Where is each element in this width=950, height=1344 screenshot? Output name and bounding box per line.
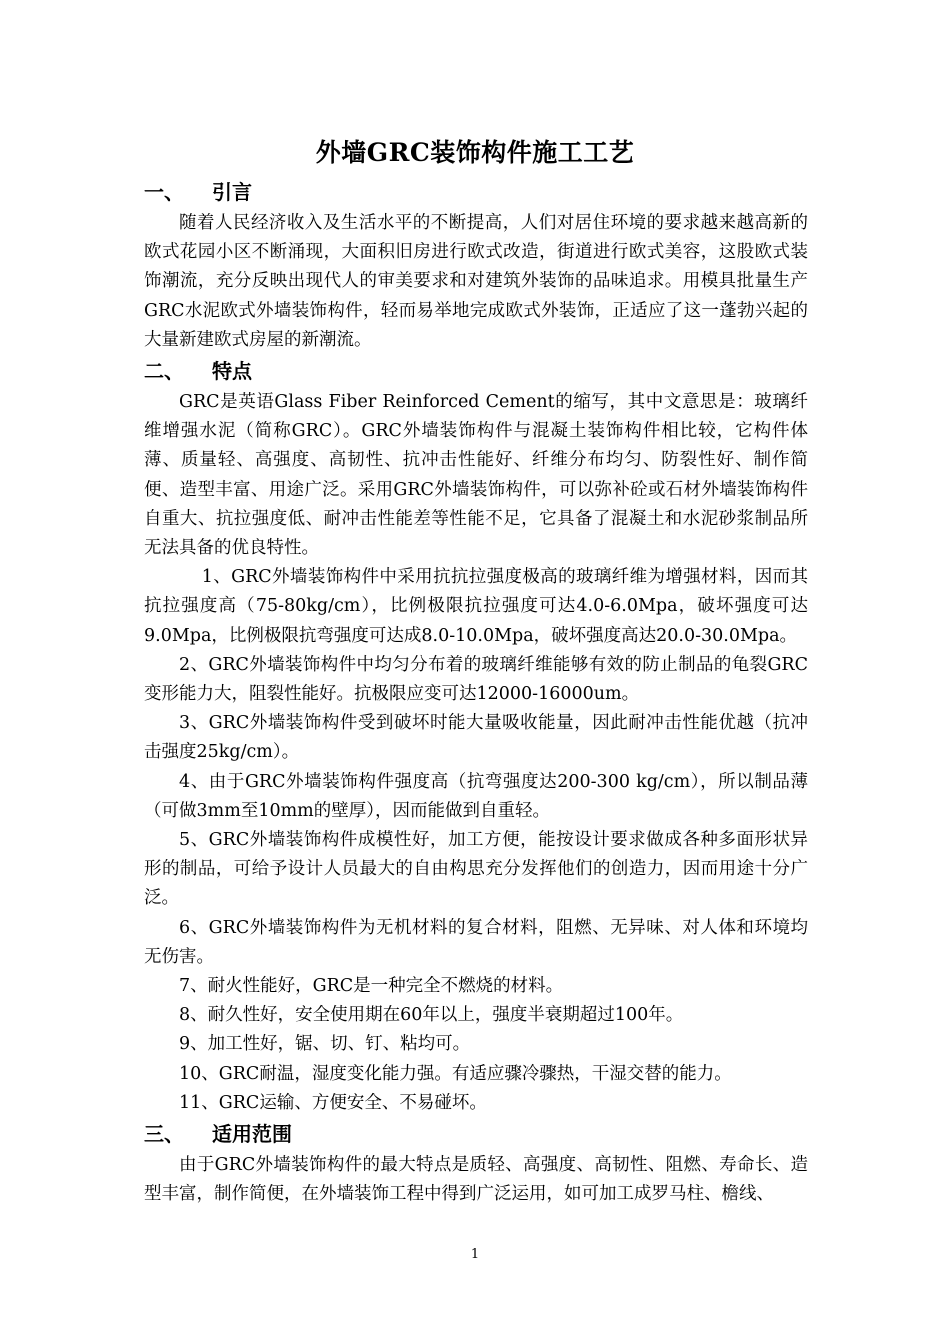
paragraph: 随着人民经济收入及生活水平的不断提高，人们对居住环境的要求越来越高新的欧式花园小区不断涌现，大面积旧房进行欧式改造，街道进行欧式美容，这股欧式装饰潮流，充分反映出现代人的审美要求和对建筑外装饰的品味追求。用模具批量生产GRC水泥欧式外墙装饰构件，轻而易举地完成欧式外装饰，正适应了这一蓬勃兴起的大量新建欧式房屋的新潮流。 (144, 213, 808, 350)
section-heading-intro (144, 176, 808, 209)
section-title: 引言 (212, 180, 252, 204)
document-body (144, 176, 808, 1210)
section-title: 特点 (212, 359, 252, 384)
section-number: 一、 (144, 180, 184, 204)
section-title: 适用范围 (212, 1122, 292, 1147)
list-item: 8、耐久性好，安全使用期在60年以上，强度半衰期超过100年。 (179, 1005, 684, 1026)
list-item: 2、GRC外墙装饰构件中均匀分布着的玻璃纤维能够有效的防止制品的龟裂GRC变形能力大，阻裂性能好。抗极限应变可达12000-16000um。 (144, 654, 808, 705)
list-item: 5、GRC外墙装饰构件成模性好，加工方便，能按设计要求做成各种多面形状异形的制品，可给予设计人员最大的自由构思充分发挥他们的创造力，因而用途十分广泛。 (144, 830, 808, 909)
section-heading-scope (144, 1118, 808, 1151)
list-item: 7、耐火性能好，GRC是一种完全不燃烧的材料。 (179, 976, 564, 997)
section-number: 二、 (144, 359, 184, 384)
section-number: 三、 (144, 1122, 184, 1147)
list-item: 3、GRC外墙装饰构件受到破坏时能大量吸收能量，因此耐冲击性能优越（抗冲击强度25kg/cm）。 (144, 713, 808, 763)
document-title: 外墙GRC装饰构件施工工艺 (315, 138, 635, 167)
list-item: 6、GRC外墙装饰构件为无机材料的复合材料，阻燃、无异味、对人体和环境均无伤害。 (144, 917, 808, 967)
paragraph: 由于GRC外墙装饰构件的最大特点是质轻、高强度、高韧性、阻燃、寿命长、造型丰富，制作简便，在外墙装饰工程中得到广泛运用，如可加工成罗马柱、檐线、 (144, 1155, 808, 1205)
page-number: 1 (470, 1247, 480, 1262)
section-heading-features (144, 355, 808, 388)
list-item: 1、GRC外墙装饰构件中采用抗抗拉强度极高的玻璃纤维为增强材料，因而其抗拉强度高（75-80kg/cm），比例极限抗拉强度可达4.0-6.0Mpa，破坏强度可达9.0Mpa，比例极限抗弯强度可达成8.0-10.0Mpa，破坏强度高达20.0-30.0Mpa。 (144, 567, 808, 646)
list-item: 11、GRC运输、方便安全、不易碰坏。 (179, 1092, 487, 1113)
paragraph: GRC是英语Glass Fiber Reinforced Cement的缩写，其中文意思是：玻璃纤维增强水泥（简称GRC）。GRC外墙装饰构件与混凝土装饰构件相比较，它构件体薄、质量轻、高强度、高韧性、抗冲击性能好、纤维分布均匀、防裂性好、制作简便、造型丰富、用途广泛。采用GRC外墙装饰构件，可以弥补砼或石材外墙装饰构件自重大、抗拉强度低、耐冲击性能差等性能不足，它具备了混凝土和水泥砂浆制品所无法具备的优良特性。 (144, 392, 808, 559)
list-item: 10、GRC耐温，湿度变化能力强。有适应骤冷骤热，干湿交替的能力。 (179, 1063, 732, 1084)
list-item: 9、加工性好，锯、切、钉、粘均可。 (179, 1034, 471, 1055)
list-item: 4、由于GRC外墙装饰构件强度高（抗弯强度达200-300 kg/cm），所以制品薄（可做3mm至10mm的壁厚），因而能做到自重轻。 (144, 771, 808, 821)
